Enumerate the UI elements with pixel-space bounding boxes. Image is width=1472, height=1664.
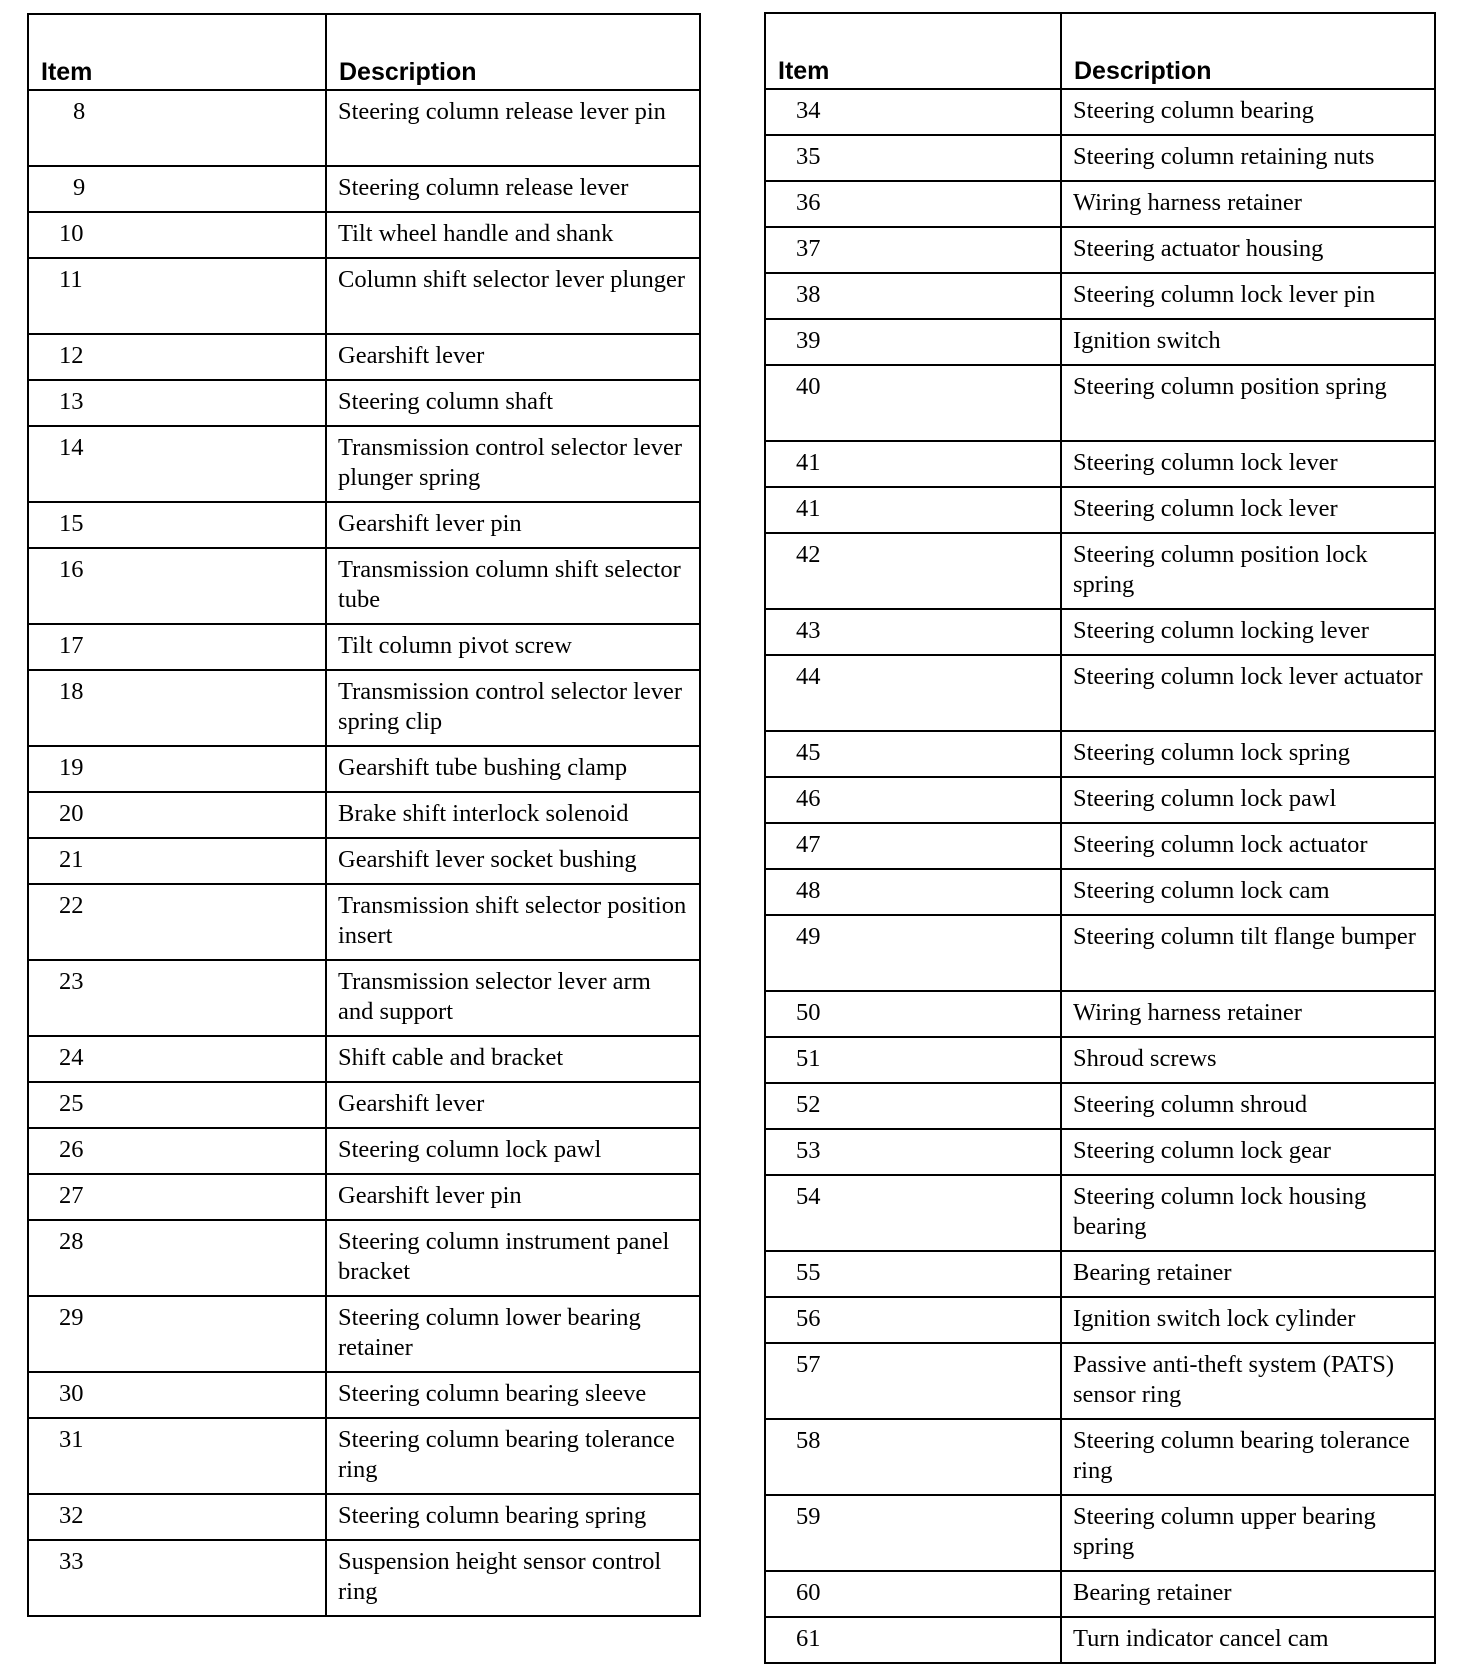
item-number: 57 bbox=[765, 1343, 1061, 1419]
item-number: 36 bbox=[765, 181, 1061, 227]
table-row bbox=[765, 89, 1435, 135]
item-description: Steering column lock actuator bbox=[1061, 823, 1435, 869]
item-description: Steering column shroud bbox=[1061, 1083, 1435, 1129]
item-number: 42 bbox=[765, 533, 1061, 609]
item-number: 22 bbox=[28, 884, 326, 960]
table-row bbox=[28, 1220, 700, 1296]
item-number: 18 bbox=[28, 670, 326, 746]
table-row bbox=[765, 1083, 1435, 1129]
table-row bbox=[765, 181, 1435, 227]
item-description: Steering column release lever pin bbox=[326, 90, 700, 166]
item-number: 11 bbox=[28, 258, 326, 334]
item-description: Steering column lock cam bbox=[1061, 869, 1435, 915]
item-number: 58 bbox=[765, 1419, 1061, 1495]
table-row bbox=[28, 670, 700, 746]
table-row bbox=[765, 227, 1435, 273]
item-description: Shift cable and bracket bbox=[326, 1036, 700, 1082]
table-row bbox=[765, 991, 1435, 1037]
table-row bbox=[765, 487, 1435, 533]
item-column-header: Item bbox=[765, 13, 1061, 89]
item-description: Steering actuator housing bbox=[1061, 227, 1435, 273]
item-number: 54 bbox=[765, 1175, 1061, 1251]
table-row bbox=[28, 1128, 700, 1174]
item-description: Gearshift lever bbox=[326, 334, 700, 380]
item-number: 56 bbox=[765, 1297, 1061, 1343]
item-description: Steering column lock lever pin bbox=[1061, 273, 1435, 319]
table-row bbox=[28, 746, 700, 792]
item-number: 48 bbox=[765, 869, 1061, 915]
table-header-row bbox=[765, 13, 1435, 89]
item-description: Tilt column pivot screw bbox=[326, 624, 700, 670]
item-description: Bearing retainer bbox=[1061, 1571, 1435, 1617]
item-description: Steering column lock spring bbox=[1061, 731, 1435, 777]
item-description: Steering column lock lever bbox=[1061, 441, 1435, 487]
parts-table-left bbox=[27, 13, 701, 1617]
item-description: Steering column instrument panel bracket bbox=[326, 1220, 700, 1296]
item-description: Steering column lower bearing retainer bbox=[326, 1296, 700, 1372]
item-number: 53 bbox=[765, 1129, 1061, 1175]
item-description: Steering column lock gear bbox=[1061, 1129, 1435, 1175]
item-number: 14 bbox=[28, 426, 326, 502]
item-description: Gearshift tube bushing clamp bbox=[326, 746, 700, 792]
item-number: 33 bbox=[28, 1540, 326, 1616]
item-number: 32 bbox=[28, 1494, 326, 1540]
item-description: Steering column shaft bbox=[326, 380, 700, 426]
table-row bbox=[765, 441, 1435, 487]
item-number: 23 bbox=[28, 960, 326, 1036]
item-number: 37 bbox=[765, 227, 1061, 273]
item-number: 29 bbox=[28, 1296, 326, 1372]
table-row bbox=[28, 166, 700, 212]
item-number: 45 bbox=[765, 731, 1061, 777]
table-row bbox=[765, 1297, 1435, 1343]
table-row bbox=[28, 1296, 700, 1372]
table-row bbox=[765, 869, 1435, 915]
table-row bbox=[28, 792, 700, 838]
item-description: Gearshift lever pin bbox=[326, 502, 700, 548]
table-row bbox=[28, 1036, 700, 1082]
item-number: 21 bbox=[28, 838, 326, 884]
item-number: 19 bbox=[28, 746, 326, 792]
item-description: Steering column bearing tolerance ring bbox=[1061, 1419, 1435, 1495]
item-number: 52 bbox=[765, 1083, 1061, 1129]
parts-table-right bbox=[764, 12, 1436, 1664]
item-number: 55 bbox=[765, 1251, 1061, 1297]
table-row bbox=[765, 365, 1435, 441]
item-number: 46 bbox=[765, 777, 1061, 823]
table-row bbox=[28, 548, 700, 624]
item-number: 60 bbox=[765, 1571, 1061, 1617]
item-number: 35 bbox=[765, 135, 1061, 181]
table-row bbox=[28, 838, 700, 884]
item-description: Steering column upper bearing spring bbox=[1061, 1495, 1435, 1571]
item-number: 28 bbox=[28, 1220, 326, 1296]
item-number: 41 bbox=[765, 487, 1061, 533]
item-description: Gearshift lever bbox=[326, 1082, 700, 1128]
item-number: 12 bbox=[28, 334, 326, 380]
table-row bbox=[28, 1174, 700, 1220]
item-description: Ignition switch lock cylinder bbox=[1061, 1297, 1435, 1343]
table-row bbox=[28, 1418, 700, 1494]
item-description: Transmission shift selector position insert bbox=[326, 884, 700, 960]
item-number: 24 bbox=[28, 1036, 326, 1082]
item-description: Bearing retainer bbox=[1061, 1251, 1435, 1297]
item-description: Transmission column shift selector tube bbox=[326, 548, 700, 624]
item-number: 34 bbox=[765, 89, 1061, 135]
item-description: Turn indicator cancel cam bbox=[1061, 1617, 1435, 1663]
item-description: Steering column lock housing bearing bbox=[1061, 1175, 1435, 1251]
item-description: Steering column position spring bbox=[1061, 365, 1435, 441]
item-column-header: Item bbox=[28, 14, 326, 90]
item-description: Steering column lock pawl bbox=[326, 1128, 700, 1174]
item-description: Transmission selector lever arm and support bbox=[326, 960, 700, 1036]
table-row bbox=[765, 1175, 1435, 1251]
item-number: 31 bbox=[28, 1418, 326, 1494]
item-number: 51 bbox=[765, 1037, 1061, 1083]
table-row bbox=[28, 1540, 700, 1616]
item-number: 50 bbox=[765, 991, 1061, 1037]
table-row bbox=[28, 502, 700, 548]
item-number: 61 bbox=[765, 1617, 1061, 1663]
item-number: 9 bbox=[28, 166, 326, 212]
item-description: Column shift selector lever plunger bbox=[326, 258, 700, 334]
item-number: 10 bbox=[28, 212, 326, 258]
item-description: Steering column lock lever actuator bbox=[1061, 655, 1435, 731]
description-column-header: Description bbox=[326, 14, 700, 90]
item-number: 43 bbox=[765, 609, 1061, 655]
item-description: Transmission control selector lever plunger spring bbox=[326, 426, 700, 502]
table-row bbox=[28, 624, 700, 670]
item-number: 40 bbox=[765, 365, 1061, 441]
item-description: Steering column bearing spring bbox=[326, 1494, 700, 1540]
item-number: 25 bbox=[28, 1082, 326, 1128]
item-number: 17 bbox=[28, 624, 326, 670]
table-row bbox=[28, 212, 700, 258]
item-description: Steering column locking lever bbox=[1061, 609, 1435, 655]
item-number: 13 bbox=[28, 380, 326, 426]
item-description: Gearshift lever pin bbox=[326, 1174, 700, 1220]
table-row bbox=[28, 1082, 700, 1128]
table-row bbox=[765, 1571, 1435, 1617]
item-description: Brake shift interlock solenoid bbox=[326, 792, 700, 838]
table-row bbox=[28, 960, 700, 1036]
item-number: 30 bbox=[28, 1372, 326, 1418]
table-row bbox=[765, 1129, 1435, 1175]
item-description: Steering column tilt flange bumper bbox=[1061, 915, 1435, 991]
item-number: 44 bbox=[765, 655, 1061, 731]
table-row bbox=[765, 1251, 1435, 1297]
table-row bbox=[28, 1494, 700, 1540]
item-number: 49 bbox=[765, 915, 1061, 991]
description-column-header: Description bbox=[1061, 13, 1435, 89]
item-description: Passive anti-theft system (PATS) sensor ring bbox=[1061, 1343, 1435, 1419]
item-number: 47 bbox=[765, 823, 1061, 869]
item-description: Wiring harness retainer bbox=[1061, 181, 1435, 227]
item-description: Shroud screws bbox=[1061, 1037, 1435, 1083]
table-row bbox=[765, 655, 1435, 731]
item-number: 16 bbox=[28, 548, 326, 624]
item-number: 59 bbox=[765, 1495, 1061, 1571]
item-description: Wiring harness retainer bbox=[1061, 991, 1435, 1037]
item-description: Tilt wheel handle and shank bbox=[326, 212, 700, 258]
item-number: 26 bbox=[28, 1128, 326, 1174]
table-row bbox=[765, 777, 1435, 823]
table-row bbox=[765, 1617, 1435, 1663]
table-header-row bbox=[28, 14, 700, 90]
item-description: Steering column lock pawl bbox=[1061, 777, 1435, 823]
item-number: 15 bbox=[28, 502, 326, 548]
item-description: Steering column bearing bbox=[1061, 89, 1435, 135]
item-number: 20 bbox=[28, 792, 326, 838]
table-row bbox=[765, 319, 1435, 365]
table-row bbox=[28, 426, 700, 502]
item-number: 39 bbox=[765, 319, 1061, 365]
item-description: Steering column position lock spring bbox=[1061, 533, 1435, 609]
table-row bbox=[765, 135, 1435, 181]
item-number: 27 bbox=[28, 1174, 326, 1220]
item-number: 8 bbox=[28, 90, 326, 166]
item-description: Steering column bearing sleeve bbox=[326, 1372, 700, 1418]
item-description: Gearshift lever socket bushing bbox=[326, 838, 700, 884]
table-row bbox=[28, 90, 700, 166]
table-row bbox=[28, 884, 700, 960]
table-row bbox=[765, 609, 1435, 655]
table-row bbox=[765, 1037, 1435, 1083]
item-description: Steering column bearing tolerance ring bbox=[326, 1418, 700, 1494]
item-description: Steering column retaining nuts bbox=[1061, 135, 1435, 181]
table-row bbox=[765, 823, 1435, 869]
table-row bbox=[765, 731, 1435, 777]
table-row bbox=[765, 1419, 1435, 1495]
item-description: Steering column lock lever bbox=[1061, 487, 1435, 533]
table-row bbox=[765, 1343, 1435, 1419]
table-row bbox=[28, 258, 700, 334]
item-number: 38 bbox=[765, 273, 1061, 319]
table-row bbox=[28, 334, 700, 380]
table-row bbox=[765, 533, 1435, 609]
item-description: Ignition switch bbox=[1061, 319, 1435, 365]
table-row bbox=[28, 1372, 700, 1418]
table-row bbox=[765, 273, 1435, 319]
table-row bbox=[28, 380, 700, 426]
item-description: Suspension height sensor control ring bbox=[326, 1540, 700, 1616]
item-description: Transmission control selector lever spring clip bbox=[326, 670, 700, 746]
table-row bbox=[765, 915, 1435, 991]
item-description: Steering column release lever bbox=[326, 166, 700, 212]
item-number: 41 bbox=[765, 441, 1061, 487]
table-row bbox=[765, 1495, 1435, 1571]
